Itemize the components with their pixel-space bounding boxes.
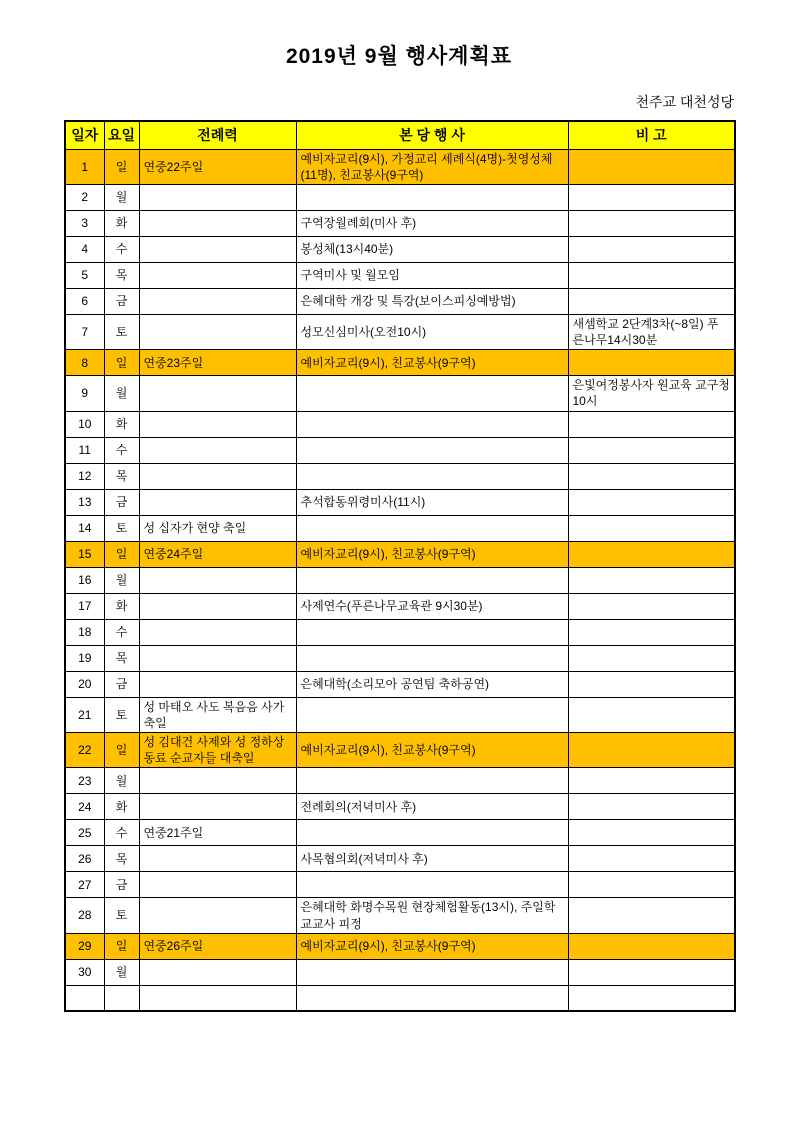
day-cell: 화 [104,593,139,619]
day-cell: 수 [104,437,139,463]
note-cell [568,262,735,288]
event-cell: 예비자교리(9시), 친교봉사(9구역) [296,933,568,959]
event-cell: 은혜대학 화명수목원 현장체험활동(13시), 주일학교교사 피정 [296,898,568,933]
event-cell: 은혜대학(소리모아 공연팀 축하공연) [296,671,568,697]
note-cell [568,671,735,697]
liturgical-cell [139,645,296,671]
note-cell [568,567,735,593]
day-cell: 화 [104,794,139,820]
table-row [65,567,735,593]
event-cell: 예비자교리(9시), 친교봉사(9구역) [296,350,568,376]
parish-name: 천주교 대천성당 [635,94,734,110]
liturgical-cell [139,236,296,262]
liturgical-cell [139,184,296,210]
event-cell [296,959,568,985]
note-cell [568,768,735,794]
page-title: 2019년 9월 행사계획표 [285,45,513,68]
day-cell: 월 [104,567,139,593]
liturgical-cell [139,376,296,411]
date-cell: 14 [65,515,104,541]
day-cell: 월 [104,959,139,985]
day-cell: 월 [104,768,139,794]
date-cell: 10 [65,411,104,437]
note-cell [568,898,735,933]
liturgical-cell [139,768,296,794]
note-cell: 은빛여정봉사자 원교육 교구청 10시 [568,376,735,411]
day-cell: 목 [104,262,139,288]
date-cell: 8 [65,350,104,376]
liturgical-cell [139,288,296,314]
table-row [65,593,735,619]
liturgical-cell [139,671,296,697]
date-cell: 20 [65,671,104,697]
table-row [65,350,735,376]
note-cell [568,184,735,210]
day-cell: 목 [104,846,139,872]
note-cell [568,437,735,463]
table-row [65,768,735,794]
table-row [65,236,735,262]
table-row [65,515,735,541]
event-cell [296,184,568,210]
day-cell [104,985,139,1011]
liturgical-cell [139,463,296,489]
date-cell: 24 [65,794,104,820]
day-cell: 금 [104,288,139,314]
liturgical-cell [139,872,296,898]
event-cell: 예비자교리(9시), 친교봉사(9구역) [296,541,568,567]
liturgical-cell [139,619,296,645]
event-cell [296,515,568,541]
note-cell [568,593,735,619]
event-cell: 구역장월례회(미사 후) [296,210,568,236]
day-cell: 수 [104,820,139,846]
table-row [65,314,735,349]
date-cell: 6 [65,288,104,314]
table-row [65,671,735,697]
date-cell: 18 [65,619,104,645]
event-cell: 은혜대학 개강 및 특강(보이스피싱예방법) [296,288,568,314]
table-row [65,933,735,959]
day-cell: 토 [104,898,139,933]
day-cell: 수 [104,236,139,262]
day-cell: 금 [104,872,139,898]
note-cell [568,541,735,567]
event-cell [296,985,568,1011]
liturgical-cell [139,210,296,236]
event-cell: 봉성체(13시40분) [296,236,568,262]
date-cell: 22 [65,733,104,768]
liturgical-cell: 성 김대건 사제와 성 정하상 동료 순교자들 대축일 [139,733,296,768]
table-row [65,541,735,567]
date-cell: 30 [65,959,104,985]
liturgical-cell: 성 십자가 현양 축일 [139,515,296,541]
table-row [65,697,735,732]
table-row [65,820,735,846]
date-cell: 3 [65,210,104,236]
day-cell: 금 [104,671,139,697]
note-cell [568,489,735,515]
date-cell: 23 [65,768,104,794]
event-cell: 사목협의회(저녁미사 후) [296,846,568,872]
event-cell [296,768,568,794]
table-row [65,210,735,236]
day-cell: 금 [104,489,139,515]
note-cell [568,872,735,898]
header-day: 요일 [104,121,139,149]
event-cell [296,567,568,593]
date-cell: 7 [65,314,104,349]
note-cell [568,619,735,645]
note-cell [568,794,735,820]
day-cell: 일 [104,933,139,959]
liturgical-cell: 연중21주일 [139,820,296,846]
header-date: 일자 [65,121,104,149]
table-row [65,794,735,820]
liturgical-cell [139,593,296,619]
date-cell: 16 [65,567,104,593]
date-cell: 19 [65,645,104,671]
liturgical-cell [139,794,296,820]
date-cell: 15 [65,541,104,567]
event-cell [296,376,568,411]
note-cell [568,820,735,846]
liturgical-cell: 연중23주일 [139,350,296,376]
note-cell: 새셈학교 2단계3차(~8일) 푸른나무14시30분 [568,314,735,349]
note-cell [568,463,735,489]
day-cell: 일 [104,350,139,376]
note-cell [568,697,735,732]
day-cell: 월 [104,376,139,411]
day-cell: 토 [104,515,139,541]
liturgical-cell [139,959,296,985]
table-row [65,489,735,515]
note-cell [568,645,735,671]
event-cell [296,645,568,671]
date-cell: 1 [65,149,104,184]
day-cell: 월 [104,184,139,210]
liturgical-cell [139,985,296,1011]
table-row [65,376,735,411]
table-row [65,985,735,1011]
date-cell: 4 [65,236,104,262]
day-cell: 토 [104,314,139,349]
date-cell: 12 [65,463,104,489]
liturgical-cell: 연중24주일 [139,541,296,567]
header-row [65,121,735,149]
note-cell [568,149,735,184]
day-cell: 수 [104,619,139,645]
date-cell: 11 [65,437,104,463]
note-cell [568,959,735,985]
table-row [65,437,735,463]
note-cell [568,350,735,376]
table-row [65,898,735,933]
day-cell: 화 [104,411,139,437]
table-row [65,184,735,210]
day-cell: 일 [104,733,139,768]
table-row [65,262,735,288]
table-row [65,411,735,437]
date-cell: 2 [65,184,104,210]
event-cell: 성모신심미사(오전10시) [296,314,568,349]
day-cell: 목 [104,645,139,671]
event-cell [296,437,568,463]
note-cell [568,288,735,314]
date-cell: 5 [65,262,104,288]
table-row [65,872,735,898]
event-cell: 사제연수(푸른나무교육관 9시30분) [296,593,568,619]
note-cell [568,933,735,959]
liturgical-cell: 연중22주일 [139,149,296,184]
liturgical-cell [139,567,296,593]
table-row [65,288,735,314]
event-schedule-table [64,120,736,1012]
liturgical-cell: 연중26주일 [139,933,296,959]
event-cell [296,820,568,846]
header-liturgical: 전례력 [139,121,296,149]
event-cell: 전례회의(저녁미사 후) [296,794,568,820]
table-header [65,121,735,149]
date-cell: 27 [65,872,104,898]
liturgical-cell [139,314,296,349]
date-cell [65,985,104,1011]
event-cell [296,411,568,437]
liturgical-cell [139,898,296,933]
date-cell: 13 [65,489,104,515]
liturgical-cell [139,489,296,515]
day-cell: 토 [104,697,139,732]
table-row [65,149,735,184]
date-cell: 9 [65,376,104,411]
day-cell: 화 [104,210,139,236]
event-cell [296,619,568,645]
note-cell [568,236,735,262]
day-cell: 일 [104,149,139,184]
note-cell [568,411,735,437]
date-cell: 29 [65,933,104,959]
table-row [65,645,735,671]
note-cell [568,515,735,541]
table-row [65,846,735,872]
liturgical-cell [139,262,296,288]
event-cell: 예비자교리(9시), 가정교리 세례식(4명)-첫영성체(11명), 친교봉사(9구역) [296,149,568,184]
note-cell [568,985,735,1011]
table-row [65,619,735,645]
note-cell [568,733,735,768]
table-row [65,463,735,489]
table-row [65,959,735,985]
event-cell: 예비자교리(9시), 친교봉사(9구역) [296,733,568,768]
date-cell: 28 [65,898,104,933]
date-cell: 26 [65,846,104,872]
event-cell [296,463,568,489]
liturgical-cell: 성 마태오 사도 복음음 사가 축일 [139,697,296,732]
calendar-table-body [65,149,735,1011]
event-cell: 구역미사 및 월모임 [296,262,568,288]
note-cell [568,846,735,872]
header-event: 본 당 행 사 [296,121,568,149]
header-note: 비 고 [568,121,735,149]
day-cell: 목 [104,463,139,489]
event-cell [296,872,568,898]
date-cell: 21 [65,697,104,732]
date-cell: 17 [65,593,104,619]
table-row [65,733,735,768]
liturgical-cell [139,411,296,437]
liturgical-cell [139,846,296,872]
event-cell: 추석합동위령미사(11시) [296,489,568,515]
day-cell: 일 [104,541,139,567]
note-cell [568,210,735,236]
liturgical-cell [139,437,296,463]
event-cell [296,697,568,732]
date-cell: 25 [65,820,104,846]
